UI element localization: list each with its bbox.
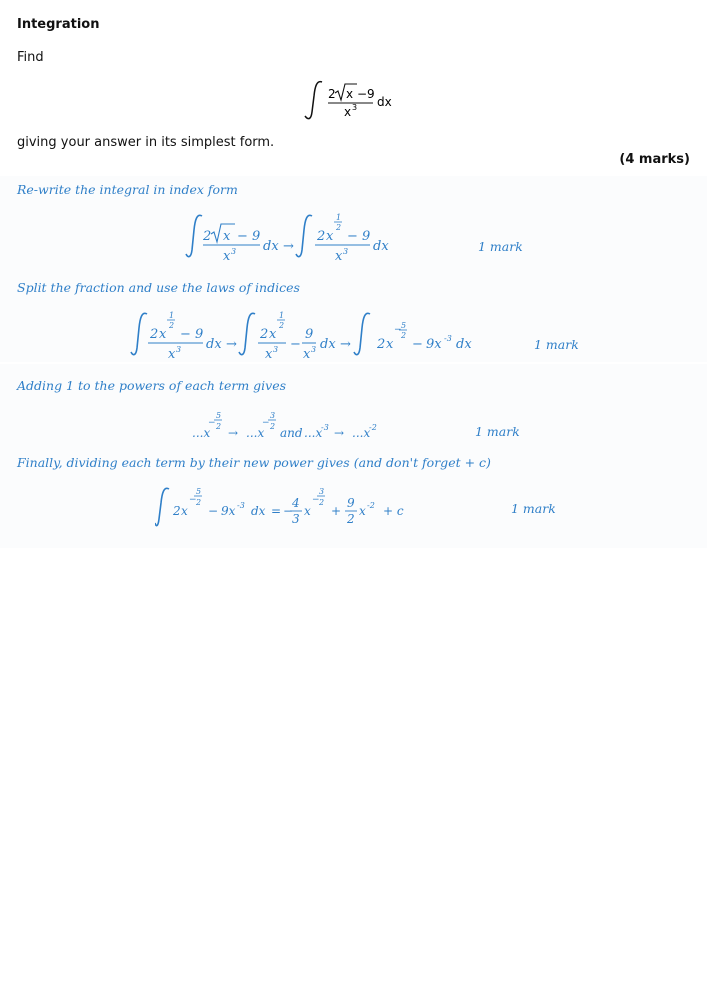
- math-glyph: 9x: [426, 337, 442, 352]
- math-glyph: + c: [383, 504, 404, 518]
- math-glyph: 2: [260, 327, 269, 342]
- svg-text:=: =: [271, 504, 282, 518]
- math-glyph: 2: [150, 327, 159, 342]
- math-glyph: − 9: [180, 327, 204, 342]
- math-glyph: -3: [444, 334, 452, 343]
- math-glyph: 5: [196, 487, 202, 496]
- math-glyph: 2: [196, 498, 202, 507]
- math-glyph: 3: [270, 411, 276, 420]
- math-glyph: x: [159, 327, 167, 342]
- math-glyph: 4: [292, 496, 300, 510]
- marks-label: (4 marks): [619, 152, 690, 167]
- step-1-mark: 1 mark: [478, 239, 523, 254]
- math-glyph: −: [262, 418, 270, 428]
- math-glyph: 3: [292, 512, 300, 526]
- arrow: →: [283, 239, 294, 254]
- num-coef: 2: [328, 87, 336, 101]
- math-glyph: →: [334, 426, 345, 440]
- dx: dx: [263, 239, 279, 254]
- step-3-text: Adding 1 to the powers of each term gives: [17, 378, 287, 393]
- math-glyph: dx: [320, 337, 336, 352]
- x: x: [326, 229, 334, 244]
- math-glyph: ...x: [246, 426, 265, 440]
- step-2-mark: 1 mark: [534, 337, 579, 352]
- step-3-equation: [190, 405, 390, 445]
- math-glyph: 2: [279, 321, 285, 330]
- math-glyph: →: [226, 337, 237, 352]
- den-pow: 3: [231, 247, 237, 256]
- math-glyph: ...x: [304, 426, 323, 440]
- math-glyph: 2: [377, 337, 386, 352]
- math-glyph: x: [181, 504, 188, 518]
- math-glyph: dx: [206, 337, 222, 352]
- math-glyph: ...x: [192, 426, 211, 440]
- math-glyph: -3: [321, 423, 329, 432]
- den-pow: 3: [343, 247, 349, 256]
- math-glyph: 5: [216, 411, 222, 420]
- math-glyph: −: [283, 504, 294, 518]
- den-var: x: [344, 105, 352, 119]
- math-glyph: 2: [173, 504, 181, 518]
- math-glyph: 9: [347, 496, 355, 510]
- math-glyph: ...x: [352, 426, 371, 440]
- step-4-equation: [155, 483, 415, 533]
- integral-sign: [305, 82, 322, 119]
- integral-sign-2: [296, 215, 312, 256]
- math-glyph: x: [304, 504, 311, 518]
- radicand: x: [223, 229, 231, 244]
- step-2-text: Split the fraction and use the laws of indices: [17, 280, 300, 295]
- step-4-mark: 1 mark: [511, 501, 556, 516]
- math-glyph: dx: [251, 504, 266, 518]
- two-x: 2: [317, 229, 326, 244]
- math-glyph: 3: [311, 345, 317, 354]
- step-2-equation: [130, 308, 490, 363]
- step-1-text: Re-write the integral in index form: [17, 182, 238, 197]
- minus-nine: − 9: [237, 229, 261, 244]
- math-glyph: 3: [319, 487, 325, 496]
- math-glyph: 2: [401, 331, 407, 340]
- math-glyph: →: [228, 426, 239, 440]
- integral-sign-2: [239, 313, 255, 354]
- math-glyph: x: [168, 347, 176, 362]
- math-glyph: x: [303, 347, 311, 362]
- dx-2: dx: [373, 239, 389, 254]
- math-glyph: x: [269, 327, 277, 342]
- instruction-text: giving your answer in its simplest form.: [17, 135, 275, 150]
- step-4-text: Finally, dividing each term by their new power gives (and don't forget + c): [17, 455, 491, 470]
- math-glyph: -3: [237, 501, 245, 510]
- question-integral: [300, 78, 410, 123]
- math-glyph: 5: [401, 321, 407, 330]
- math-glyph: 1: [169, 311, 175, 320]
- math-glyph: 2: [347, 512, 355, 526]
- exp-den: 2: [336, 223, 342, 232]
- math-glyph: 1: [279, 311, 285, 320]
- den-pow: 3: [352, 103, 358, 112]
- math-glyph: −: [208, 418, 216, 428]
- integral-sign: [186, 215, 202, 256]
- minus-nine: − 9: [347, 229, 371, 244]
- den-x: x: [335, 249, 343, 264]
- math-glyph: −: [394, 325, 402, 335]
- math-glyph: 3: [176, 345, 182, 354]
- dx: dx: [377, 95, 392, 109]
- math-glyph: +: [331, 504, 342, 518]
- math-glyph: −: [208, 504, 219, 518]
- math-glyph: →: [340, 337, 351, 352]
- math-glyph: -2: [367, 501, 375, 510]
- math-glyph: x: [265, 347, 273, 362]
- two: 2: [203, 229, 212, 244]
- radicand: x: [346, 87, 354, 101]
- question-title: Integration: [17, 17, 100, 32]
- math-glyph: 9: [305, 327, 314, 342]
- step-3-mark: 1 mark: [475, 424, 520, 439]
- integral-sign: [155, 488, 169, 525]
- integral-sign-3: [354, 313, 370, 354]
- math-glyph: and: [280, 426, 303, 440]
- math-glyph: −: [189, 495, 197, 505]
- step-1-equation: [185, 210, 405, 265]
- den-x: x: [223, 249, 231, 264]
- minus-const: −9: [357, 87, 375, 101]
- math-glyph: 3: [273, 345, 279, 354]
- math-glyph: 2: [270, 422, 276, 431]
- math-glyph: x: [386, 337, 394, 352]
- math-glyph: -2: [369, 423, 377, 432]
- exp-num: 1: [336, 213, 342, 222]
- math-glyph: dx: [456, 337, 472, 352]
- math-glyph: x: [359, 504, 366, 518]
- math-glyph: 2: [169, 321, 175, 330]
- find-label: Find: [17, 50, 44, 65]
- math-glyph: 2: [319, 498, 325, 507]
- math-glyph: −: [412, 337, 423, 352]
- math-glyph: 9x: [221, 504, 236, 518]
- integral-sign: [131, 313, 147, 354]
- math-glyph: −: [312, 495, 320, 505]
- math-glyph: −: [290, 337, 301, 352]
- math-glyph: 2: [216, 422, 222, 431]
